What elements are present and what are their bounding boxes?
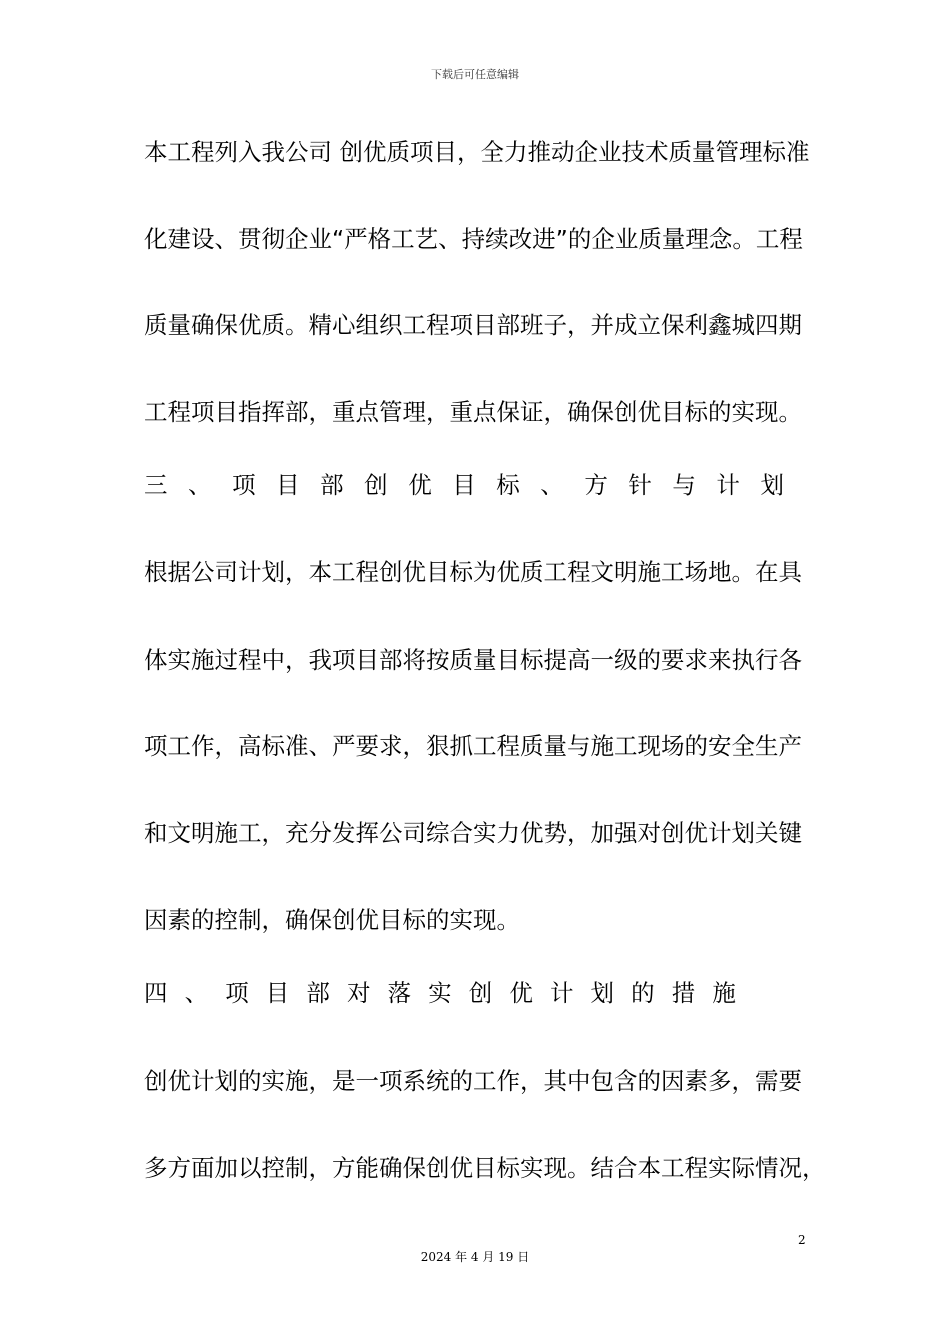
- heading-char: 划: [760, 471, 784, 499]
- heading-char: 方: [584, 471, 608, 499]
- heading-char: 、: [540, 471, 564, 499]
- paragraph-line: 根据公司计划，本工程创优目标为优质工程文明施工场地。在具: [144, 558, 802, 586]
- heading-char: 标: [496, 471, 520, 499]
- paragraph-line: 多方面加以控制，方能确保创优目标实现。结合本工程实际情况，: [144, 1154, 826, 1182]
- heading-char: 三: [144, 471, 168, 499]
- heading-char: 落: [387, 979, 412, 1007]
- heading-char: 与: [672, 471, 696, 499]
- heading-char: 项: [225, 979, 249, 1007]
- heading-char: 优: [408, 471, 432, 499]
- section-heading-4: [144, 978, 736, 1008]
- section-heading-3: [144, 470, 784, 500]
- heading-char: 的: [631, 979, 655, 1007]
- heading-char: 目: [276, 471, 300, 499]
- paragraph-line: 质量确保优质。精心组织工程项目部班子，并成立保利鑫城四期: [144, 311, 802, 339]
- heading-char: 部: [306, 979, 330, 1007]
- paragraph-line: 创优计划的实施，是一项系统的工作，其中包含的因素多，需要: [144, 1067, 802, 1095]
- heading-char: 对: [346, 979, 371, 1007]
- heading-char: 实: [428, 979, 452, 1007]
- page-number: 2: [798, 1233, 806, 1247]
- heading-char: 优: [509, 979, 533, 1007]
- heading-char: 、: [188, 471, 212, 499]
- paragraph-line: 项工作，高标准、严要求，狠抓工程质量与施工现场的安全生产: [144, 732, 802, 760]
- heading-char: 计: [716, 471, 740, 499]
- heading-char: 、: [184, 979, 209, 1007]
- heading-char: 划: [590, 979, 615, 1007]
- header-note: 下载后可任意编辑: [431, 68, 519, 81]
- heading-char: 针: [628, 471, 652, 499]
- paragraph-line: 和文明施工，充分发挥公司综合实力优势，加强对创优计划关键: [144, 819, 802, 847]
- footer-date: 2024 年 4 月 19 日: [420, 1250, 530, 1264]
- heading-char: 计: [549, 979, 574, 1007]
- paragraph-line: 体实施过程中，我项目部将按质量目标提高一级的要求来执行各: [144, 646, 802, 674]
- heading-char: 创: [364, 471, 388, 499]
- heading-char: 四: [144, 979, 168, 1007]
- heading-char: 施: [712, 979, 736, 1007]
- heading-char: 项: [232, 471, 256, 499]
- heading-char: 措: [671, 979, 696, 1007]
- heading-char: 目: [452, 471, 476, 499]
- paragraph-line: 工程项目指挥部，重点管理，重点保证，确保创优目标的实现。: [144, 398, 802, 426]
- paragraph-line: 化建设、贯彻企业“严格工艺、持续改进”的企业质量理念。工程: [144, 225, 803, 253]
- paragraph-line: 本工程列入我公司 创优质项目，全力推动企业技术质量管理标准: [144, 138, 810, 166]
- paragraph-line: 因素的控制，确保创优目标的实现。: [144, 906, 520, 934]
- heading-char: 目: [265, 979, 290, 1007]
- heading-char: 创: [468, 979, 493, 1007]
- heading-char: 部: [320, 471, 344, 499]
